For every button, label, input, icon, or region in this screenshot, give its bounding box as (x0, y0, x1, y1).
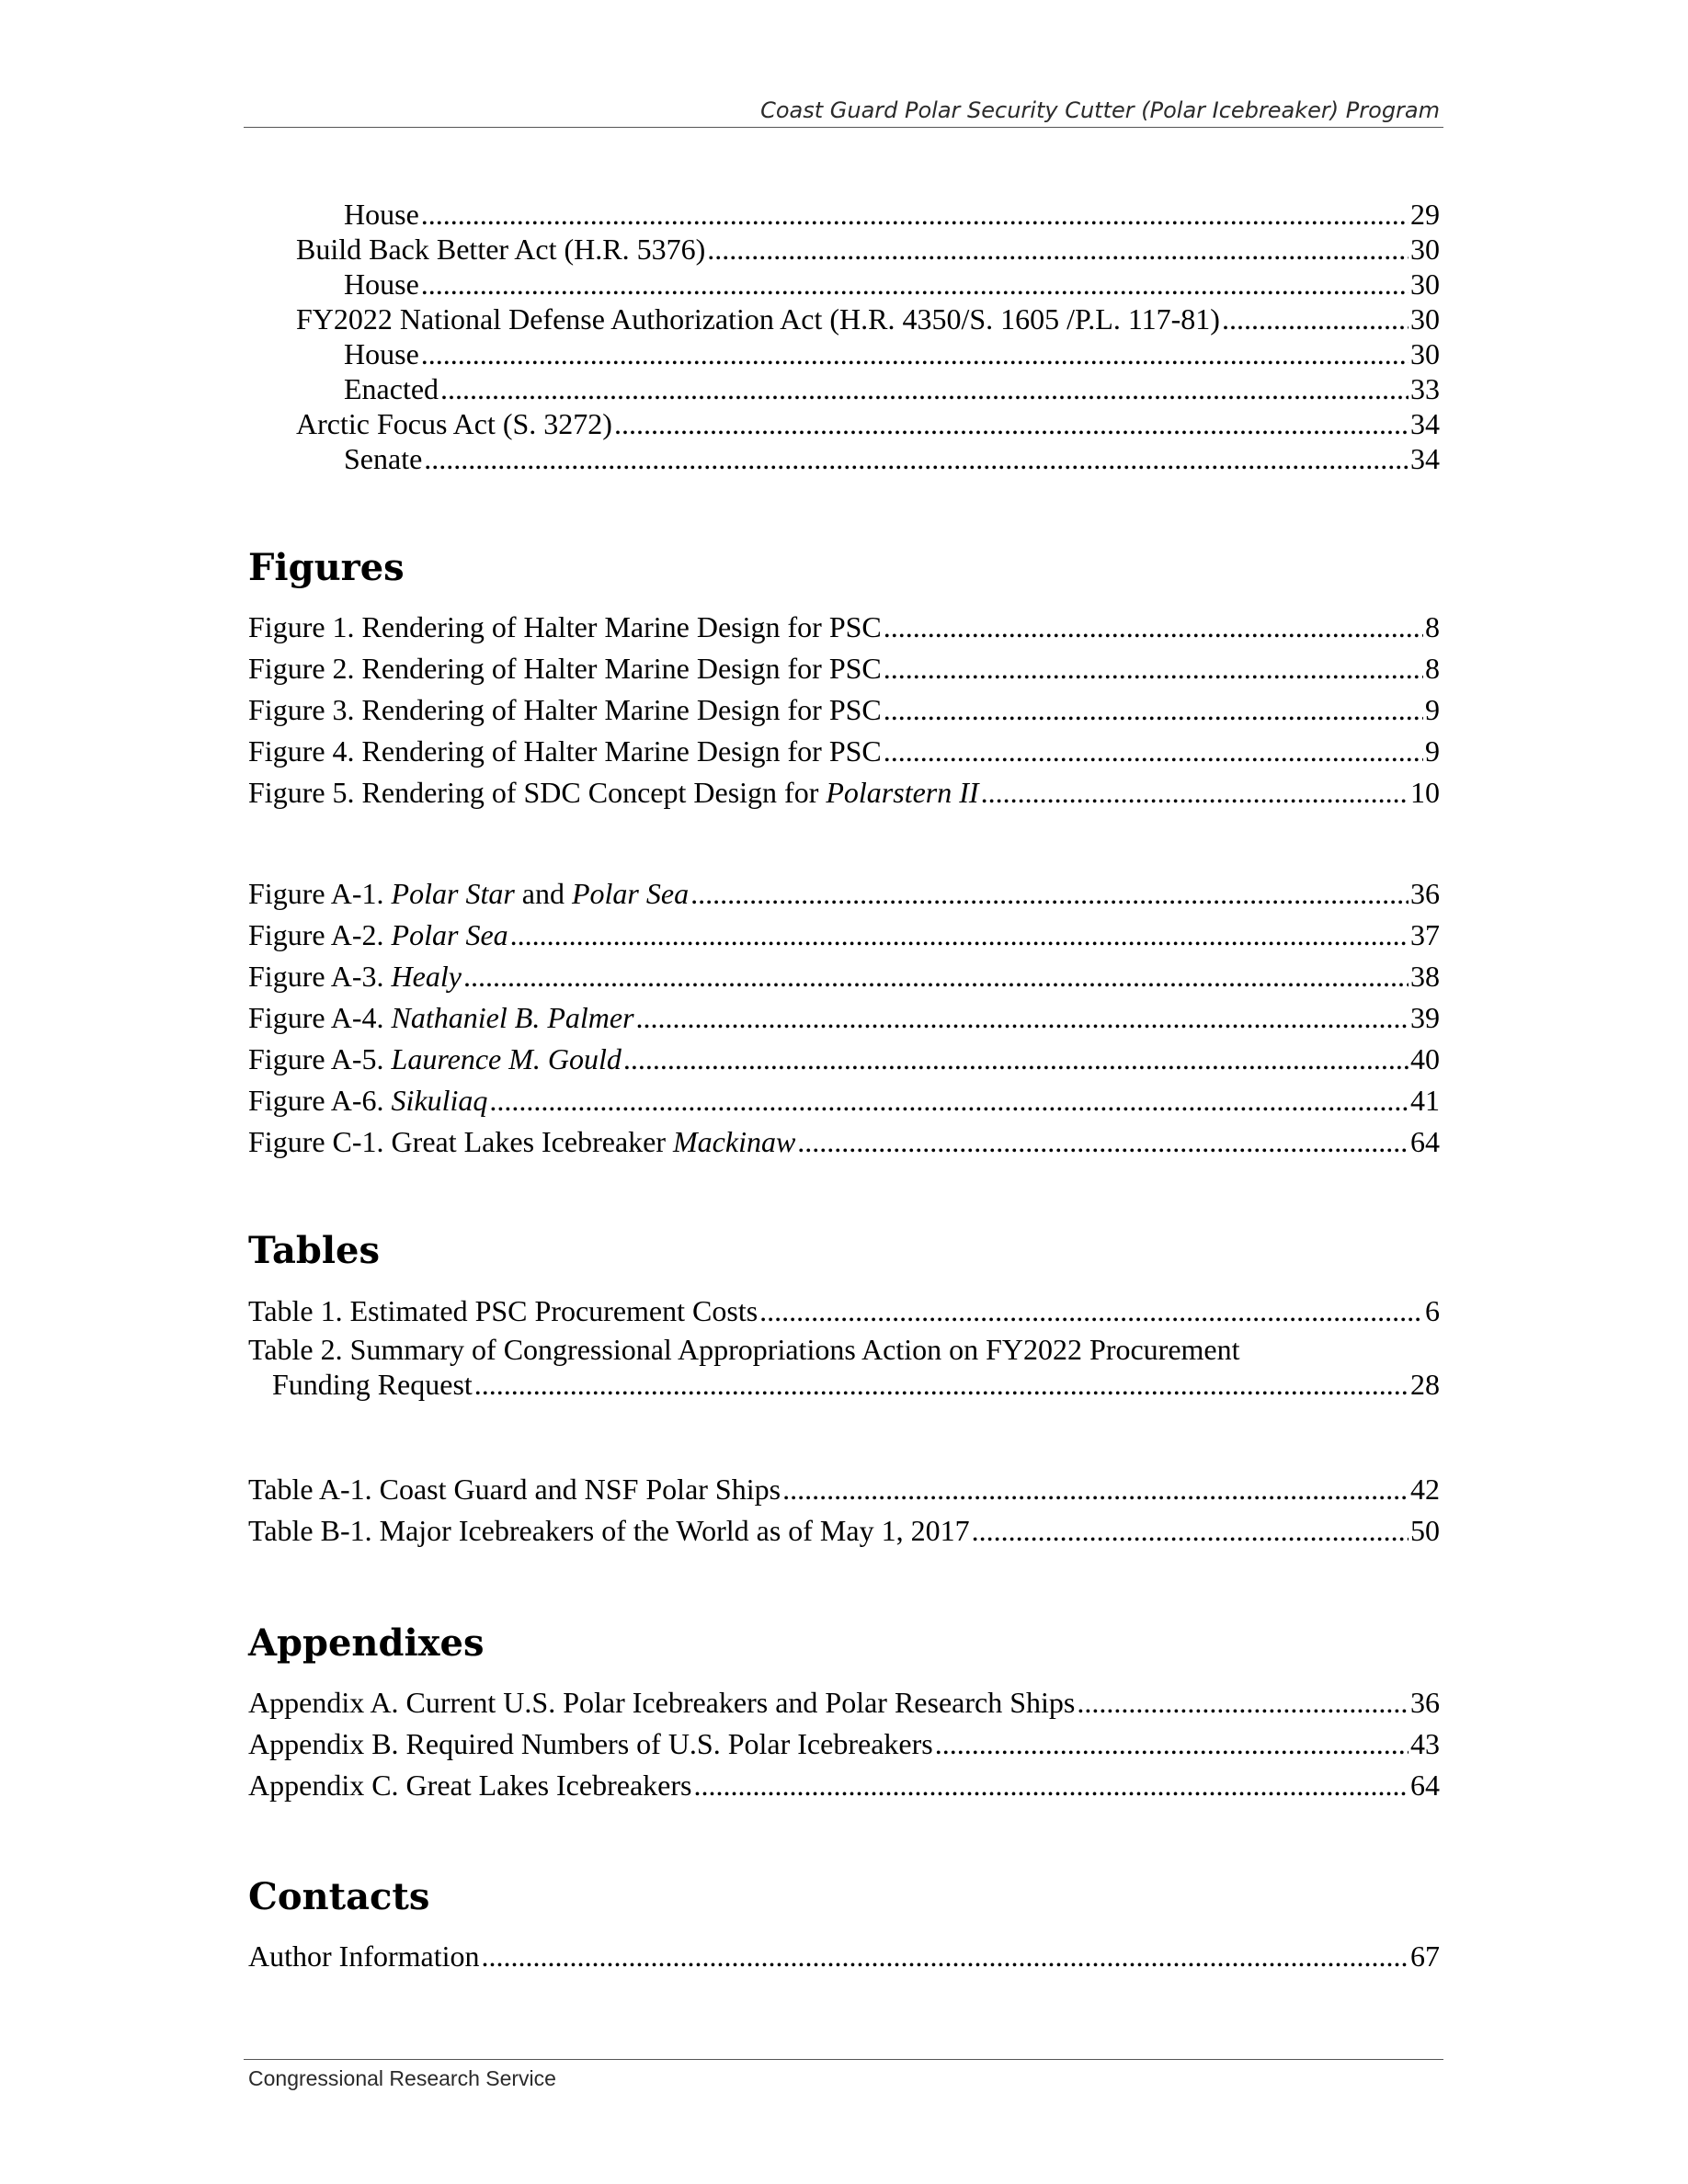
contact-entry-label: Author Information (248, 1939, 480, 1973)
toc-entry-page: 33 (1410, 372, 1440, 405)
figure-caption-text: Figure A-3. (248, 960, 392, 993)
appendix-entry-page: 36 (1410, 1686, 1440, 1719)
table-entry-label: Table A-1. Coast Guard and NSF Polar Ships (248, 1473, 781, 1506)
ship-name: Polar Sea (571, 877, 690, 910)
table-entry-page: 42 (1410, 1473, 1440, 1506)
figure-entry[interactable] (248, 648, 1440, 689)
figure-entry[interactable] (248, 873, 1440, 915)
figure-entry-label (248, 956, 462, 997)
figures-heading: Figures (248, 546, 405, 589)
contacts-heading: Contacts (248, 1875, 430, 1918)
ship-name: Sikuliaq (391, 1084, 488, 1117)
figure-entry[interactable] (248, 1121, 1440, 1163)
figure-caption-text: Figure C-1. Great Lakes Icebreaker (248, 1125, 673, 1158)
toc-entry[interactable] (248, 371, 1440, 406)
table-entry-page: 50 (1410, 1514, 1440, 1547)
toc-entry-label: Enacted (344, 372, 439, 405)
contact-entry-page: 67 (1410, 1939, 1440, 1973)
figure-entry-page: 9 (1425, 734, 1440, 768)
dot-leader (689, 873, 1409, 915)
figure-entry-label (248, 873, 689, 915)
ship-name: Mackinaw (673, 1125, 796, 1158)
dot-leader (439, 371, 1409, 406)
ship-name: Polarstern II (826, 776, 979, 809)
appendix-entry[interactable] (248, 1765, 1440, 1806)
figure-entry-label (248, 997, 634, 1039)
figure-entry-page: 39 (1410, 1001, 1440, 1034)
dot-leader (1075, 1682, 1409, 1723)
figure-entry-label (248, 1039, 622, 1080)
toc-continued (248, 197, 1440, 476)
toc-entry-page: 30 (1410, 233, 1440, 266)
figure-entry-page: 64 (1410, 1125, 1440, 1158)
dot-leader (419, 197, 1409, 232)
toc-entry-label: House (344, 337, 419, 370)
toc-entry-page: 34 (1410, 407, 1440, 440)
table-entry[interactable] (248, 1332, 1440, 1402)
figure-entry-label: Figure 3. Rendering of Halter Marine Design for PSC (248, 693, 882, 726)
figure-entry-page: 8 (1425, 652, 1440, 685)
toc-entry[interactable] (248, 406, 1440, 441)
figure-entry-label (248, 1121, 795, 1163)
tables-heading: Tables (248, 1229, 380, 1272)
dot-leader (422, 441, 1409, 476)
dot-leader (622, 1039, 1409, 1080)
dot-leader (634, 997, 1409, 1039)
toc-entry[interactable] (248, 267, 1440, 301)
dot-leader (487, 1080, 1409, 1121)
dot-leader (795, 1121, 1409, 1163)
figure-entry-label (248, 772, 979, 813)
table-entry-page: 6 (1425, 1294, 1440, 1327)
figure-entry-label (248, 1080, 487, 1121)
header-rule (244, 127, 1443, 128)
figure-entry-label: Figure 2. Rendering of Halter Marine Design for PSC (248, 652, 882, 685)
figure-entry-label: Figure 1. Rendering of Halter Marine Design for PSC (248, 610, 882, 643)
dot-leader (882, 648, 1423, 689)
figure-entry-label: Figure 4. Rendering of Halter Marine Design for PSC (248, 734, 882, 768)
contacts-list (248, 1936, 1440, 1977)
table-entry-label: Table 1. Estimated PSC Procurement Costs (248, 1294, 758, 1327)
ship-name: Polar Sea (391, 918, 508, 951)
figures-list-appendix (248, 873, 1440, 1163)
figure-entry[interactable] (248, 956, 1440, 997)
table-entry[interactable] (248, 1469, 1440, 1510)
figure-entry-page: 10 (1410, 776, 1440, 809)
table-entry[interactable] (248, 1291, 1440, 1332)
toc-entry-page: 29 (1410, 198, 1440, 231)
toc-entry-page: 30 (1410, 337, 1440, 370)
dot-leader (691, 1765, 1409, 1806)
dot-leader (419, 336, 1409, 371)
table-entry-continuation (248, 1367, 1440, 1402)
dot-leader (758, 1291, 1423, 1332)
toc-entry-page: 34 (1410, 442, 1440, 475)
table-entry-label: Table B-1. Major Icebreakers of the World as of May 1, 2017 (248, 1514, 970, 1547)
figure-entry[interactable] (248, 1039, 1440, 1080)
figure-entry[interactable] (248, 997, 1440, 1039)
figure-caption-text: Figure A-6. (248, 1084, 392, 1117)
figure-entry-label (248, 915, 508, 956)
figure-entry[interactable] (248, 607, 1440, 648)
toc-entry[interactable] (248, 336, 1440, 371)
appendix-entry-label: Appendix B. Required Numbers of U.S. Polar Icebreakers (248, 1727, 933, 1760)
appendix-entry-page: 64 (1410, 1769, 1440, 1802)
toc-entry-page: 30 (1410, 267, 1440, 301)
table-entry-page: 28 (1410, 1368, 1440, 1401)
figure-caption-text: Figure A-2. (248, 918, 392, 951)
dot-leader (1220, 301, 1409, 336)
footer-rule (244, 2059, 1443, 2060)
appendixes-heading: Appendixes (248, 1621, 485, 1665)
dot-leader (933, 1723, 1409, 1765)
figure-entry[interactable] (248, 772, 1440, 813)
dot-leader (480, 1936, 1409, 1977)
figure-entry-page: 9 (1425, 693, 1440, 726)
figure-entry-page: 36 (1410, 877, 1440, 910)
appendixes-list (248, 1682, 1440, 1806)
ship-name: Nathaniel B. Palmer (391, 1001, 634, 1034)
table-entry[interactable] (248, 1510, 1440, 1552)
dot-leader (508, 915, 1409, 956)
figure-caption-text: Figure A-5. (248, 1042, 392, 1075)
contact-entry[interactable] (248, 1936, 1440, 1977)
table-entry-label-line1: Table 2. Summary of Congressional Appropriations Action on FY2022 Procurement (248, 1333, 1240, 1366)
tables-list-appendix (248, 1469, 1440, 1552)
figure-entry-page: 40 (1410, 1042, 1440, 1075)
dot-leader (462, 956, 1409, 997)
figure-entry-page: 37 (1410, 918, 1440, 951)
toc-entry[interactable] (248, 232, 1440, 267)
dot-leader (705, 232, 1409, 267)
figure-entry[interactable] (248, 1080, 1440, 1121)
toc-entry[interactable] (248, 301, 1440, 336)
toc-entry-label: House (344, 267, 419, 301)
dot-leader (882, 689, 1423, 731)
figure-entry-page: 8 (1425, 610, 1440, 643)
figure-entry-page: 41 (1410, 1084, 1440, 1117)
figure-entry-page: 38 (1410, 960, 1440, 993)
dot-leader (970, 1510, 1409, 1552)
running-header: Coast Guard Polar Security Cutter (Polar Icebreaker) Program (760, 97, 1440, 123)
toc-entry-label: Build Back Better Act (H.R. 5376) (296, 233, 706, 266)
dot-leader (781, 1469, 1409, 1510)
dot-leader (473, 1367, 1409, 1402)
figure-caption-text: Figure A-4. (248, 1001, 392, 1034)
figure-caption-text: Figure A-1. (248, 877, 392, 910)
appendix-entry[interactable] (248, 1723, 1440, 1765)
footer-org: Congressional Research Service (248, 2066, 556, 2090)
figure-entry[interactable] (248, 731, 1440, 772)
ship-name: Polar Star (391, 877, 515, 910)
dot-leader (882, 731, 1423, 772)
figure-entry[interactable] (248, 915, 1440, 956)
toc-entry-page: 30 (1410, 302, 1440, 336)
figures-list-main (248, 607, 1440, 813)
toc-entry-label: House (344, 198, 419, 231)
ship-name: Healy (391, 960, 462, 993)
dot-leader (979, 772, 1409, 813)
toc-entry[interactable] (248, 197, 1440, 232)
ship-name: Laurence M. Gould (391, 1042, 622, 1075)
appendix-entry-page: 43 (1410, 1727, 1440, 1760)
appendix-entry[interactable] (248, 1682, 1440, 1723)
dot-leader (419, 267, 1409, 301)
toc-entry-label: Senate (344, 442, 423, 475)
appendix-entry-label: Appendix A. Current U.S. Polar Icebreakers and Polar Research Ships (248, 1686, 1076, 1719)
dot-leader (882, 607, 1423, 648)
figure-entry[interactable] (248, 689, 1440, 731)
table-entry-label-line2: Funding Request (272, 1368, 473, 1401)
tables-list-main (248, 1291, 1440, 1402)
dot-leader (612, 406, 1409, 441)
toc-entry[interactable] (248, 441, 1440, 476)
appendix-entry-label: Appendix C. Great Lakes Icebreakers (248, 1769, 692, 1802)
toc-entry-label: Arctic Focus Act (S. 3272) (296, 407, 612, 440)
toc-entry-label: FY2022 National Defense Authorization Act (H.R. 4350/S. 1605 /P.L. 117-81) (296, 302, 1220, 336)
figure-caption-text: Figure 5. Rendering of SDC Concept Design for (248, 776, 827, 809)
figure-caption-text: and (514, 877, 572, 910)
